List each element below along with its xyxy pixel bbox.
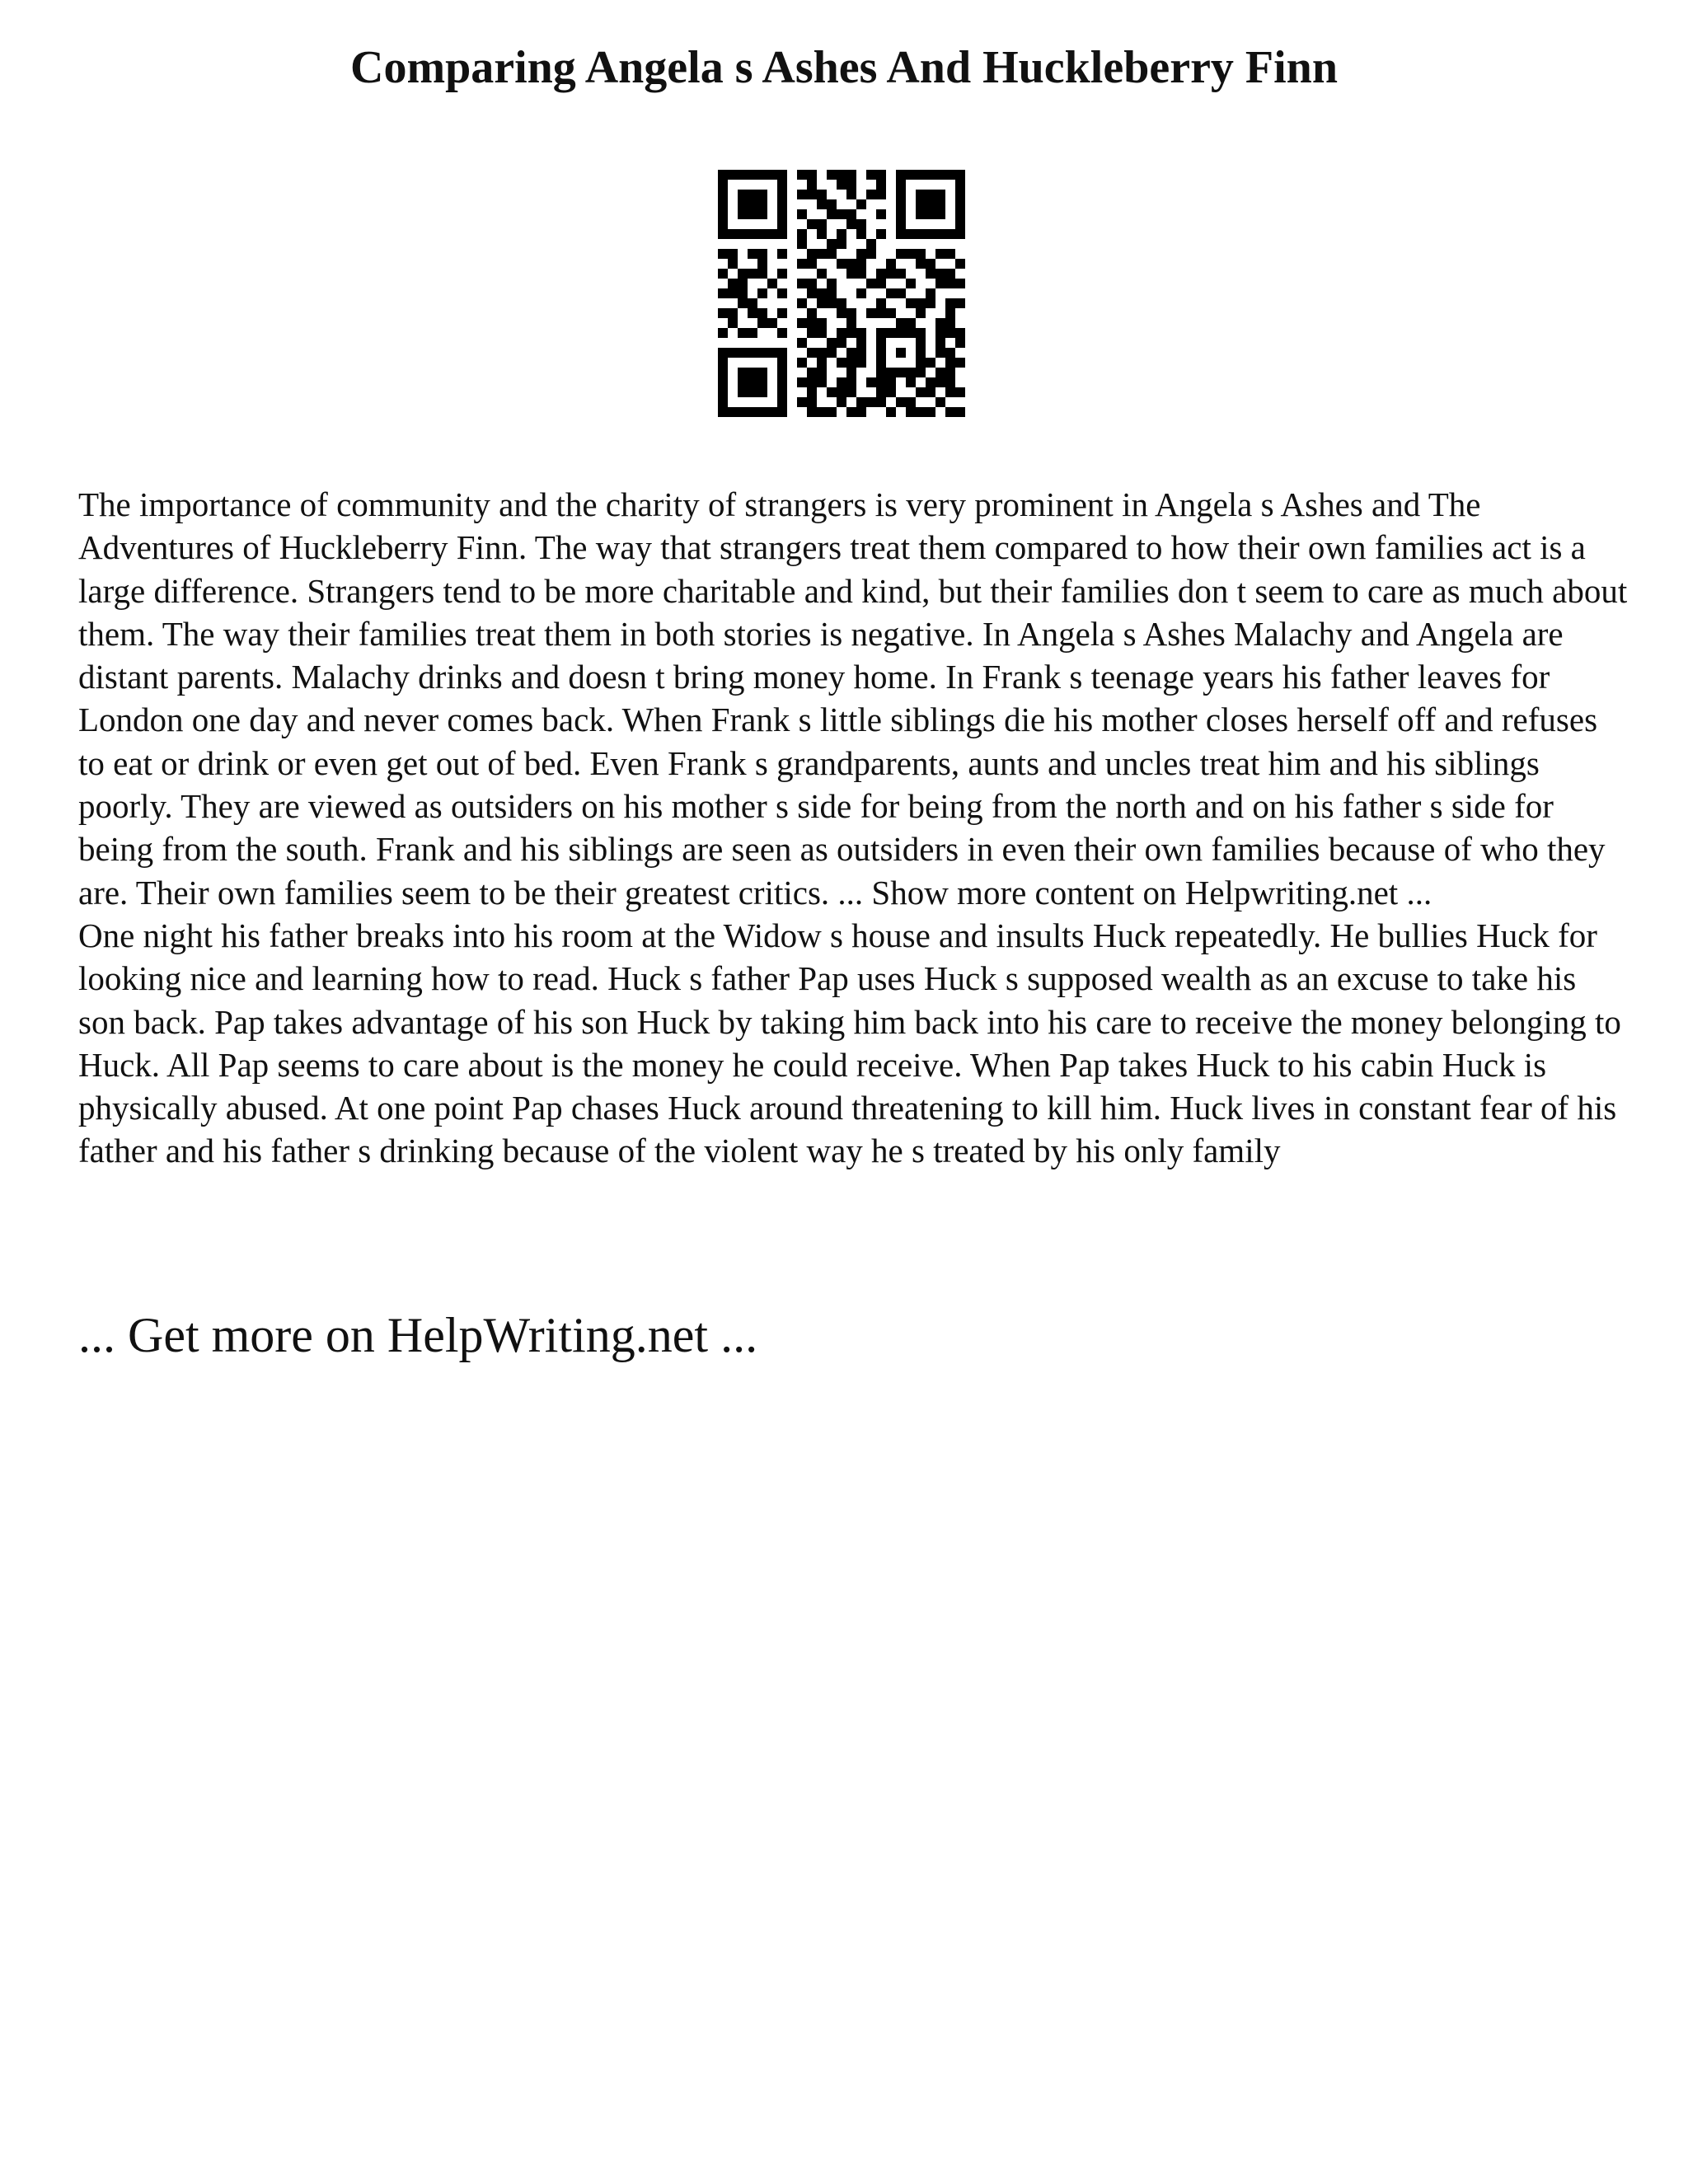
document-body: [78, 483, 1628, 1173]
get-more-link[interactable]: ... Get more on HelpWriting.net ...: [78, 1308, 758, 1362]
body-paragraph-1: The importance of community and the charity of strangers is very prominent in Angela s Ashes and The Adventures of Huckleberry Finn. The way that strangers treat them compared to how their own families act is a large difference. Strangers tend to be more charitable and kind, but their families don t seem to care as much about them. The way their families treat them in both stories is negative. In Angela s Ashes Malachy and Angela are distant parents. Malachy drinks and doesn t bring money home. In Frank s teenage years his father leaves for London one day and never comes back. When Frank s little siblings die his mother closes herself off and refuses to eat or drink or even get out of bed. Even Frank s grandparents, aunts and uncles treat him and his siblings poorly. They are viewed as outsiders on his mother s side for being from the north and on his father s side for being from the south. Frank and his siblings are seen as outsiders in even their own families because of who they are. Their own families seem to be their greatest critics. ... Show more content on Helpwriting.net ...: [78, 485, 1628, 912]
body-paragraph-2: One night his father breaks into his room at the Widow s house and insults Huck repeatedly. He bullies Huck for looking nice and learning how to read. Huck s father Pap uses Huck s supposed wealth as an excuse to take his son back. Pap takes advantage of his son Huck by taking him back into his care to receive the money belonging to Huck. All Pap seems to care about is the money he could receive. When Pap takes Huck to his cabin Huck is physically abused. At one point Pap chases Huck around threatening to kill him. Huck lives in constant fear of his father and his father s drinking because of the violent way he s treated by his only family: [78, 916, 1621, 1170]
qr-code-icon: [718, 170, 965, 417]
document-title: Comparing Angela s Ashes And Huckleberry Finn: [350, 42, 1338, 93]
